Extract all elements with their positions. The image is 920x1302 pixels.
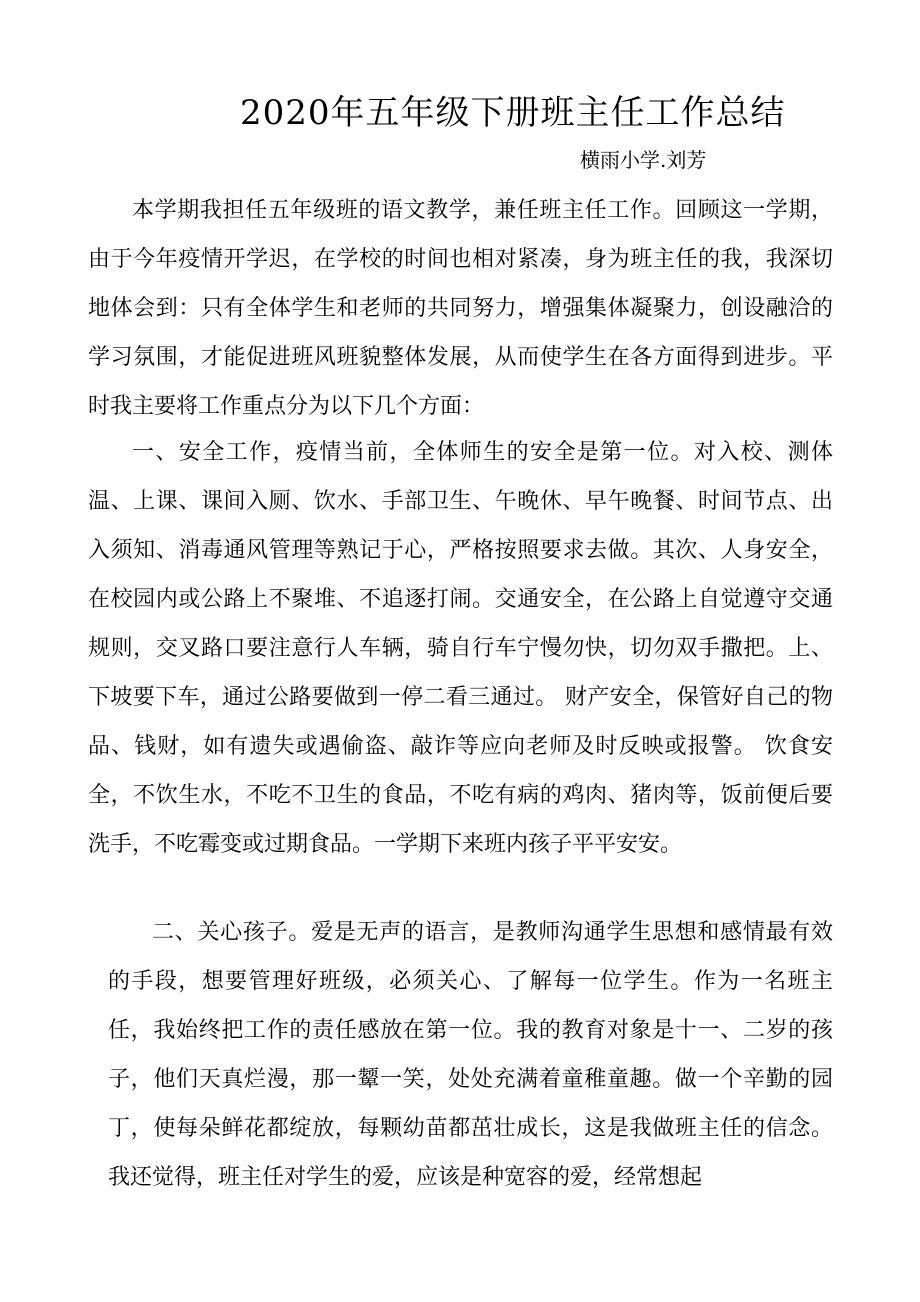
document-title: 2020年五年级下册班主任工作总结 — [240, 93, 786, 133]
paragraph-intro: 本学期我担任五年级班的语文教学，兼任班主任工作。回顾这一学期，由于今年疫情开学迟，在学校的时间也相对紧凑，身为班主任的我，我深切地体会到：只有全体学生和老师的共同努力，增强集体凝聚力，创设融洽的学习氛围，才能促进班风班貌整体发展，从而使学生在各方面得到进步。平时我主要将工作重点分为以下几个方面： — [88, 198, 833, 419]
paragraph-safety: 一、安全工作，疫情当前，全体师生的安全是第一位。对入校、测体温、上课、课间入厕、饮水、手部卫生、午晚休、早午晚餐、时间节点、出入须知、消毒通风管理等熟记于心，严格按照要求去做。其次、人身安全，在校园内或公路上不聚堆、不追逐打闹。交通安全，在公路上自觉遵守交通规则，交叉路口要注意行人车辆，骑自行车宁慢勿快，切勿双手撒把。上、下坡要下车，通过公路要做到一停二看三通过。 财产安全，保管好自己的物品、钱财，如有遗失或遇偷盗、敲诈等应向老师及时反映或报警。 饮食安全，不饮生水，不吃不卫生的食品，不吃有病的鸡肉、猪肉等，饭前便后要洗手，不吃霉变或过期食品。一学期下来班内孩子平平安安。 — [88, 440, 833, 857]
paragraph-care: 二、关心孩子。爱是无声的语言，是教师沟通学生思想和感情最有效的手段，想要管理好班级，必须关心、了解每一位学生。作为一名班主任，我始终把工作的责任感放在第一位。我的教育对象是十一、二岁的孩子，他们天真烂漫，那一颦一笑，处处充满着童稚童趣。做一个辛勤的园丁，使每朵鲜花都绽放，每颗幼苗都茁壮成长，这是我做班主任的信念。我还觉得，班主任对学生的爱，应该是种宽容的爱，经常想起 — [108, 920, 833, 1190]
author-line: 横雨小学.刘芳 — [580, 148, 707, 172]
